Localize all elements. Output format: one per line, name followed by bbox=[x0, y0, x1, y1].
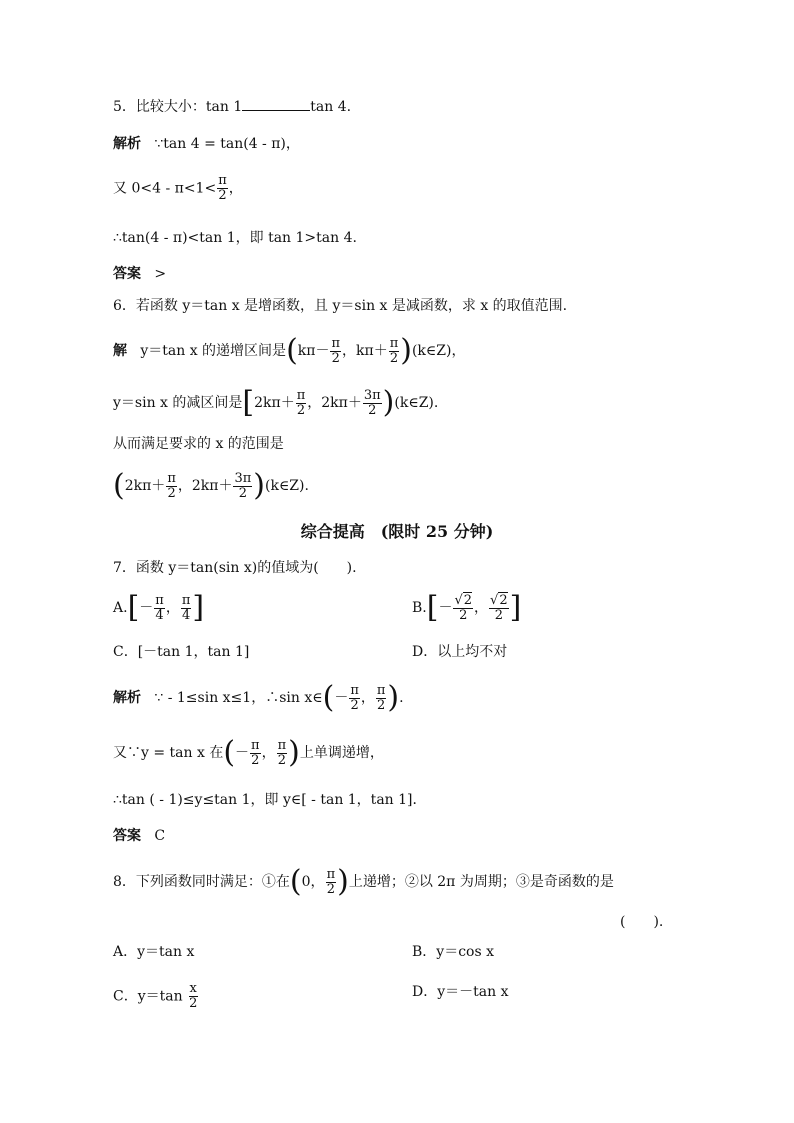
q8-answer-paren: ( ). bbox=[620, 914, 664, 930]
text: 从而满足要求的 x 的范围是 bbox=[113, 436, 284, 452]
right-paren: ) bbox=[288, 735, 300, 770]
left-paren: ( bbox=[322, 680, 335, 715]
text: . bbox=[399, 690, 404, 706]
option-label: B. bbox=[412, 600, 427, 616]
text: ，2kπ＋ bbox=[177, 478, 233, 494]
text: y＝sin x 的减区间是 bbox=[113, 395, 243, 411]
q6-line-2 bbox=[113, 385, 439, 420]
section-heading: 综合提高 (限时 25 分钟) bbox=[300, 522, 494, 541]
text: kπ－ bbox=[297, 343, 330, 359]
numerator: π bbox=[331, 335, 341, 351]
left-bracket: [ bbox=[127, 590, 140, 625]
numerator: π bbox=[181, 592, 191, 608]
text: ， bbox=[474, 600, 489, 616]
numerator: π bbox=[155, 592, 164, 608]
q8-option-d bbox=[412, 982, 508, 1002]
denominator: 2 bbox=[331, 350, 340, 366]
text: ，kπ＋ bbox=[342, 343, 388, 359]
jiexi-label: 解析 bbox=[113, 690, 141, 706]
option-text: B．y＝cos x bbox=[412, 944, 494, 960]
right-bracket: ] bbox=[509, 590, 522, 625]
q7-answer bbox=[113, 826, 165, 846]
fraction bbox=[296, 389, 307, 418]
answer-label: 答案 bbox=[113, 266, 141, 282]
denominator: 2 bbox=[368, 402, 377, 418]
q6-stem bbox=[113, 296, 567, 316]
text: － bbox=[334, 690, 349, 706]
right-paren: ) bbox=[400, 333, 412, 368]
fraction bbox=[389, 337, 400, 366]
text: (k∈Z). bbox=[265, 478, 309, 494]
q5-answer bbox=[113, 264, 166, 284]
fraction bbox=[363, 389, 382, 418]
denominator: 2 bbox=[167, 485, 176, 501]
option-text: C．[－tan 1，tan 1] bbox=[113, 644, 250, 660]
q8-option-c bbox=[113, 982, 199, 1011]
q6-line-3 bbox=[113, 434, 284, 454]
text: ∴tan ( - 1)≤y≤tan 1，即 y∈[ - tan 1，tan 1]． bbox=[113, 792, 427, 808]
denominator: 4 bbox=[181, 607, 191, 623]
fraction bbox=[181, 594, 192, 623]
q5-jiexi-1 bbox=[113, 134, 300, 154]
numerator: √2 bbox=[490, 592, 508, 608]
option-text: C．y＝tan bbox=[113, 988, 183, 1005]
q7-stem bbox=[113, 558, 357, 578]
right-bracket: ] bbox=[192, 590, 205, 625]
numerator: π bbox=[326, 866, 336, 882]
q7-stem-text: 7．函数 y＝tan(sin x)的值域为( ). bbox=[113, 560, 357, 576]
jiexi-text: ∵tan 4 = tan(4 - π)， bbox=[154, 136, 300, 152]
q7-jiexi-2 bbox=[113, 735, 384, 770]
q8-option-a bbox=[113, 942, 194, 962]
denominator: 2 bbox=[350, 697, 359, 713]
fraction bbox=[277, 739, 288, 768]
text: － bbox=[139, 600, 154, 616]
q7-jiexi-3 bbox=[113, 790, 427, 810]
denominator: 2 bbox=[277, 752, 286, 768]
jiexi-text: ∴tan(4 - π)<tan 1，即 tan 1>tan 4. bbox=[113, 230, 357, 246]
fraction bbox=[188, 982, 198, 1011]
numerator: π bbox=[389, 335, 399, 351]
left-paren: ( bbox=[223, 735, 236, 770]
text: (k∈Z)， bbox=[411, 343, 466, 359]
left-bracket: [ bbox=[242, 385, 255, 420]
answer-value: > bbox=[154, 266, 167, 282]
text: ， bbox=[261, 745, 276, 761]
numerator: 3π bbox=[363, 387, 381, 403]
q7-option-c bbox=[113, 642, 249, 662]
text: 2kπ＋ bbox=[254, 395, 295, 411]
text: ，2kπ＋ bbox=[307, 395, 362, 411]
text: 又∵y = tan x 在 bbox=[113, 745, 224, 761]
text: (k∈Z). bbox=[394, 395, 439, 411]
text: ∵ - 1≤sin x≤1，∴sin x∈ bbox=[154, 690, 323, 706]
q6-line-1 bbox=[113, 333, 466, 368]
numerator: x bbox=[189, 981, 197, 996]
q5-jiexi-2 bbox=[113, 174, 243, 203]
right-paren: ) bbox=[382, 385, 395, 420]
q8-stem bbox=[113, 864, 614, 899]
radicand: 2 bbox=[499, 592, 508, 608]
fraction bbox=[233, 472, 252, 501]
radicand: 2 bbox=[463, 592, 473, 608]
option-text: A．y＝tan x bbox=[113, 944, 195, 960]
text: ， bbox=[165, 600, 180, 616]
q5-stem-tail: tan 4. bbox=[310, 99, 352, 115]
q7-jiexi-1 bbox=[113, 680, 404, 715]
left-paren: ( bbox=[286, 333, 298, 368]
option-label: A. bbox=[113, 600, 128, 616]
right-paren: ) bbox=[253, 468, 265, 503]
numerator: 3π bbox=[234, 470, 252, 486]
q8-option-b bbox=[412, 942, 494, 962]
option-text: D．y＝－tan x bbox=[412, 984, 509, 1000]
fraction bbox=[489, 594, 509, 623]
numerator: π bbox=[277, 737, 287, 753]
denominator: 2 bbox=[189, 996, 198, 1011]
fraction bbox=[154, 594, 165, 623]
q7-option-b bbox=[412, 590, 522, 625]
fraction bbox=[349, 684, 360, 713]
denominator: 2 bbox=[296, 402, 306, 418]
numerator: π bbox=[296, 387, 306, 403]
text: 上递增；②以 2π 为周期；③是奇函数的是 bbox=[348, 874, 614, 890]
denominator: 2 bbox=[389, 350, 399, 366]
numerator: π bbox=[376, 682, 386, 698]
numerator: π bbox=[350, 682, 359, 698]
q5-jiexi-3 bbox=[113, 228, 357, 248]
q6-line-4 bbox=[113, 468, 309, 503]
text: 8．下列函数同时满足：①在 bbox=[113, 874, 290, 890]
fraction bbox=[166, 472, 177, 501]
answer-blank bbox=[242, 96, 310, 111]
text: y＝tan x 的递增区间是 bbox=[140, 343, 287, 359]
q5-stem bbox=[113, 96, 351, 117]
denominator: 2 bbox=[376, 697, 386, 713]
q5-stem-text: 5．比较大小：tan 1 bbox=[113, 99, 243, 115]
fraction bbox=[453, 594, 473, 623]
numerator: √2 bbox=[454, 592, 473, 608]
fraction bbox=[250, 739, 261, 768]
fraction bbox=[326, 868, 337, 897]
answer-label: 答案 bbox=[113, 828, 141, 844]
jiexi-text: ， bbox=[228, 180, 243, 197]
left-bracket: [ bbox=[426, 590, 439, 625]
option-text: D．以上均不对 bbox=[412, 644, 508, 660]
q6-stem-text: 6．若函数 y＝tan x 是增函数，且 y＝sin x 是减函数，求 x 的取值范围. bbox=[113, 298, 568, 314]
jiexi-text: 又 0<4 - π<1< bbox=[113, 180, 217, 197]
q7-option-a bbox=[113, 590, 205, 625]
right-paren: ) bbox=[387, 680, 400, 715]
denominator: 2 bbox=[326, 881, 335, 897]
jiexi-label: 解析 bbox=[113, 136, 141, 152]
denominator: 2 bbox=[251, 752, 260, 768]
text: 2kπ＋ bbox=[124, 478, 166, 494]
jie-label: 解 bbox=[113, 343, 127, 359]
denominator: 2 bbox=[494, 607, 503, 623]
denominator: 2 bbox=[218, 188, 227, 203]
text: － bbox=[438, 600, 453, 616]
numerator: π bbox=[167, 470, 176, 486]
denominator: 2 bbox=[459, 607, 468, 623]
denominator: 4 bbox=[155, 607, 164, 623]
left-paren: ( bbox=[289, 864, 302, 899]
answer-value: C bbox=[154, 828, 166, 844]
text: － bbox=[235, 745, 250, 761]
fraction bbox=[330, 337, 341, 366]
numerator: π bbox=[251, 737, 260, 753]
left-paren: ( bbox=[113, 468, 125, 503]
text: 0， bbox=[301, 874, 325, 890]
fraction bbox=[217, 174, 228, 203]
text: 上单调递增， bbox=[299, 745, 384, 761]
text: ， bbox=[360, 690, 375, 706]
numerator: π bbox=[218, 173, 227, 188]
fraction bbox=[376, 684, 387, 713]
q7-option-d bbox=[412, 642, 507, 662]
right-paren: ) bbox=[337, 864, 349, 899]
denominator: 2 bbox=[238, 485, 247, 501]
